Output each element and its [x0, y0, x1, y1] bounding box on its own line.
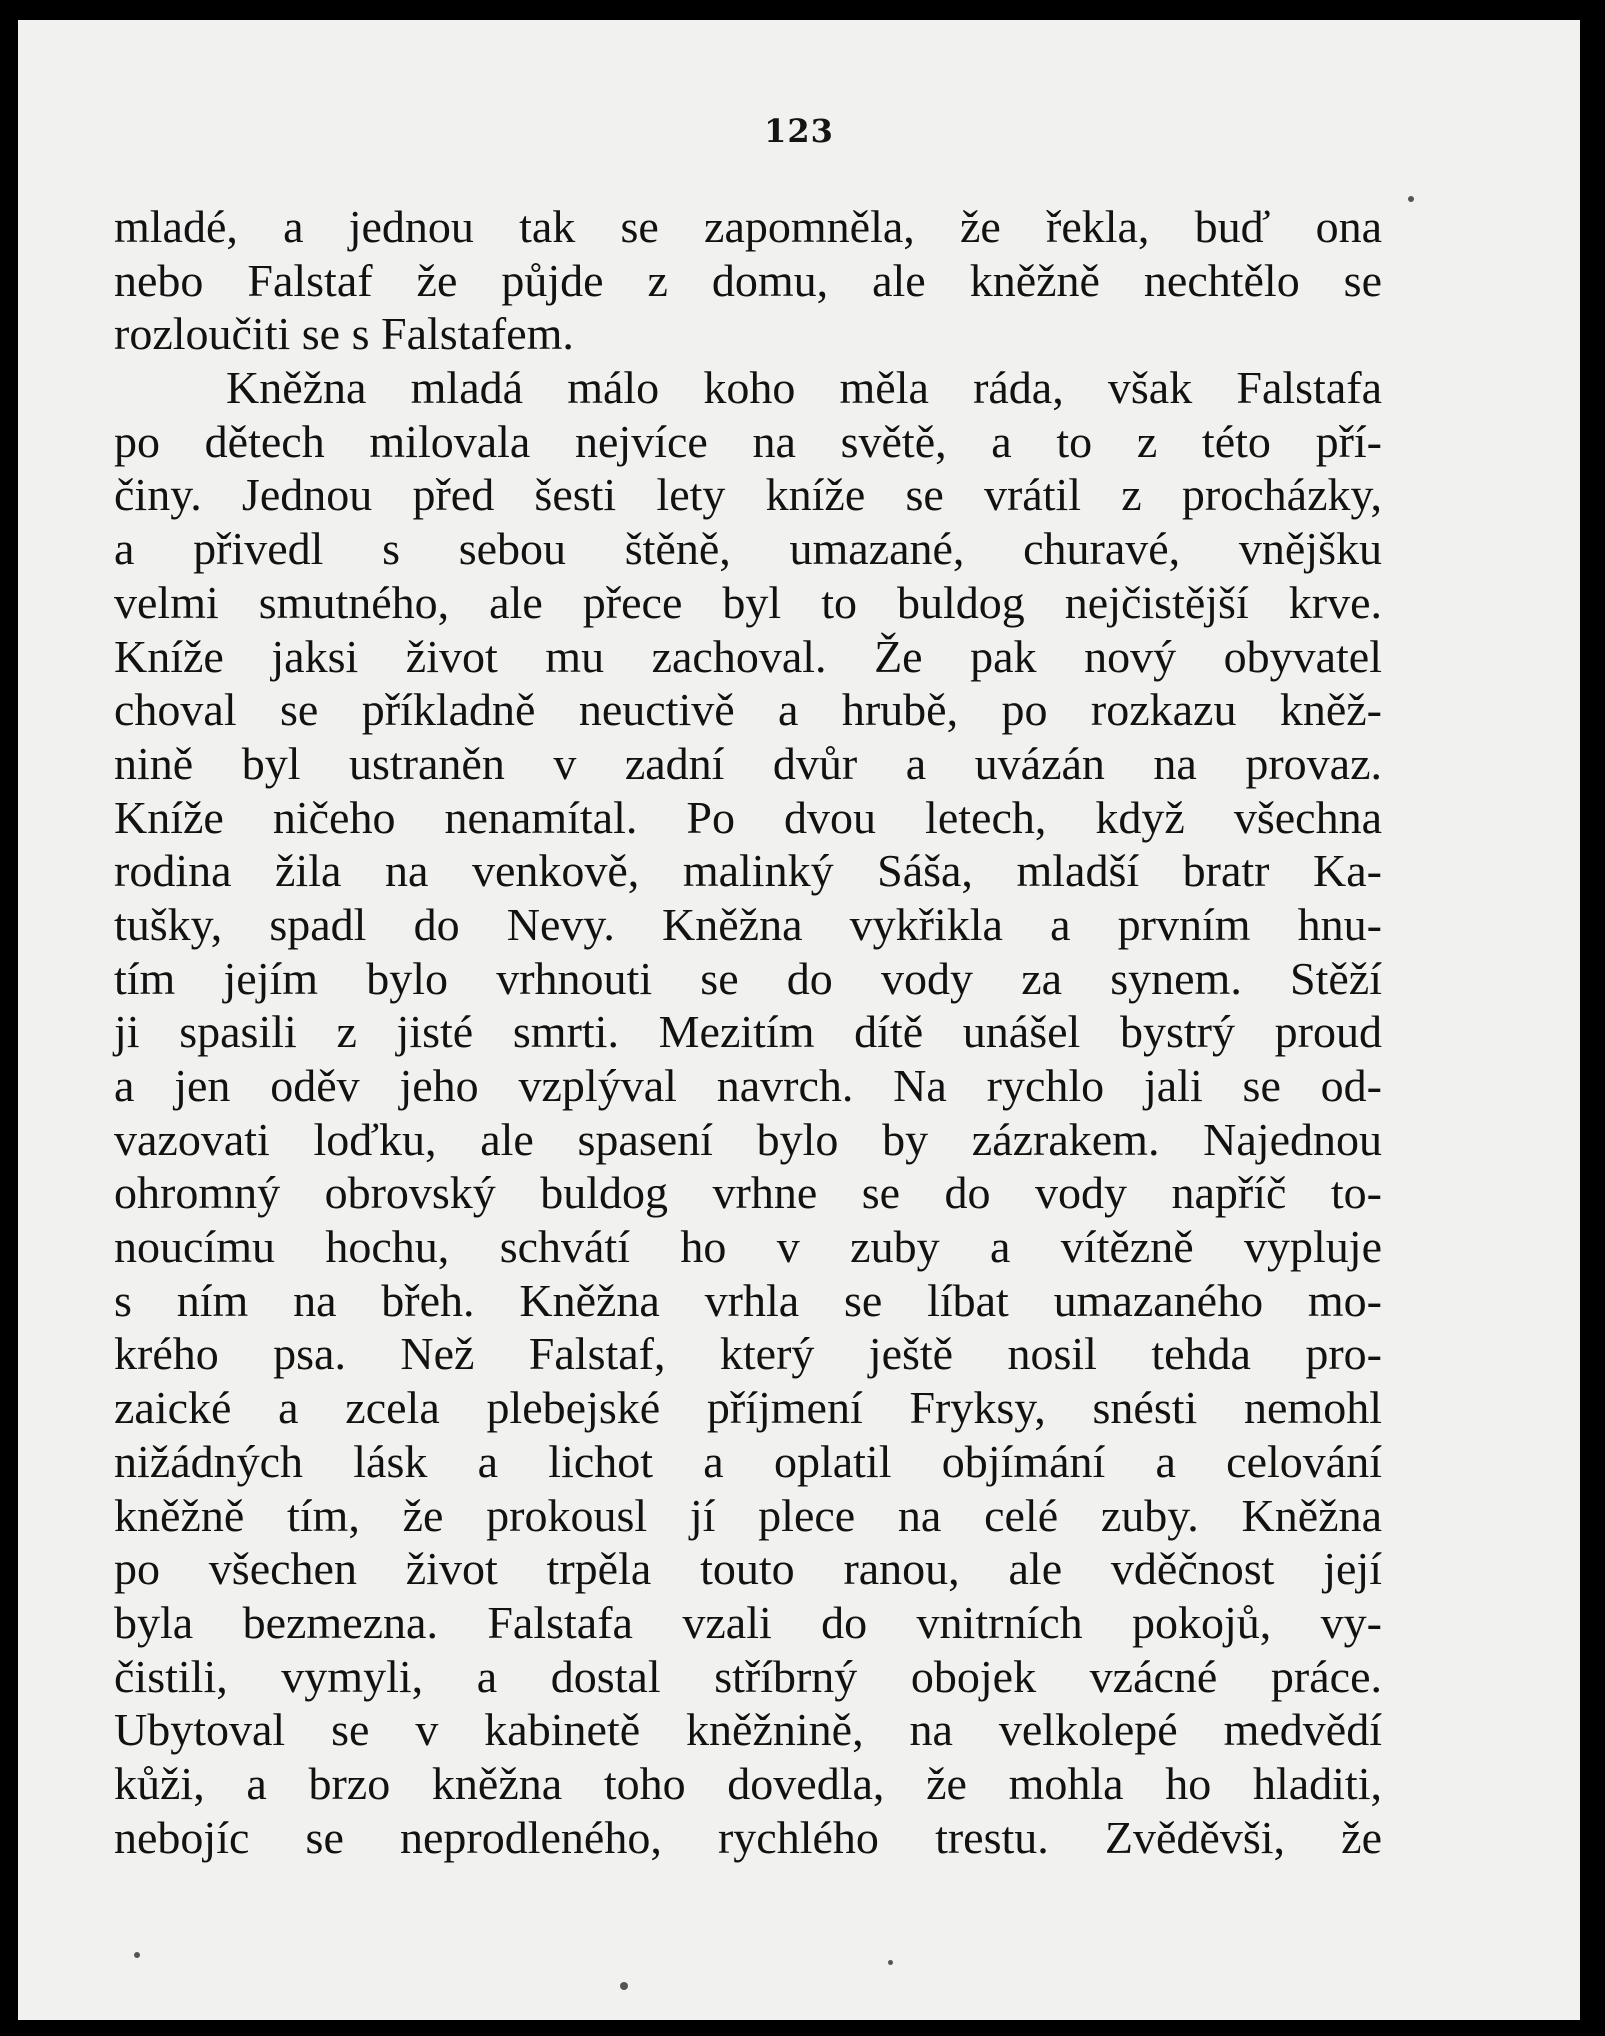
text-line: nině byl ustraněn v zadní dvůr a uvázán na provaz. — [114, 737, 1382, 789]
text-line: čistili, vymyli, a dostal stříbrný obojek vzácné práce. — [114, 1650, 1382, 1702]
text-line: s ním na břeh. Kněžna vrhla se líbat umazaného mo- — [114, 1274, 1382, 1326]
text-line: Kníže jaksi život mu zachoval. Že pak nový obyvatel — [114, 630, 1382, 682]
text-line: tím jejím bylo vrhnouti se do vody za synem. Stěží — [114, 952, 1382, 1004]
text-line: po dětech milovala nejvíce na světě, a to z této pří- — [114, 415, 1382, 467]
scan-speck — [888, 1960, 893, 1965]
text-line: nižádných lásk a lichot a oplatil objímání a celování — [114, 1435, 1382, 1487]
text-line: rozloučiti se s Falstafem. — [114, 308, 574, 360]
text-line: krého psa. Než Falstaf, který ještě nosil tehda pro- — [114, 1328, 1382, 1380]
text-line: choval se příkladně neuctivě a hrubě, po rozkazu kněž- — [114, 684, 1382, 736]
book-page — [18, 20, 1580, 2020]
text-line: zaické a zcela plebejské příjmení Fryksy, snésti nemohl — [114, 1382, 1382, 1434]
text-line: tušky, spadl do Nevy. Kněžna vykřikla a prvním hnu- — [114, 898, 1382, 950]
text-line: činy. Jednou před šesti lety kníže se vrátil z procházky, — [114, 469, 1382, 521]
text-line: a jen oděv jeho vzplýval navrch. Na rychlo jali se od- — [114, 1060, 1382, 1111]
text-line: Kněžna mladá málo koho měla ráda, však Falstafa — [226, 362, 1382, 414]
text-line: velmi smutného, ale přece byl to buldog nejčistější krve. — [114, 576, 1382, 628]
text-line: nebo Falstaf že půjde z domu, ale kněžně nechtělo se — [114, 254, 1382, 306]
text-line: Ubytoval se v kabinetě kněžnině, na velkolepé medvědí — [114, 1704, 1382, 1756]
text-line: ohromný obrovský buldog vrhne se do vody napříč to- — [114, 1167, 1382, 1219]
text-line: Kníže ničeho nenamítal. Po dvou letech, když všechna — [114, 791, 1382, 843]
text-line: kůži, a brzo kněžna toho dovedla, že mohla ho hladiti, — [114, 1757, 1382, 1809]
text-line: ji spasili z jisté smrti. Mezitím dítě unášel bystrý proud — [114, 1006, 1382, 1058]
scan-speck — [134, 1952, 140, 1958]
text-line: mladé, a jednou tak se zapomněla, že řekla, buď ona — [114, 201, 1382, 252]
text-line: vazovati loďku, ale spasení bylo by zázrakem. Najednou — [114, 1113, 1382, 1165]
page-number: 123 — [764, 112, 834, 150]
text-line: rodina žila na venkově, malinký Sáša, mladší bratr Ka- — [114, 845, 1382, 897]
body-text — [114, 200, 1382, 1864]
scan-speck — [1408, 196, 1414, 202]
text-line: byla bezmezna. Falstafa vzali do vnitrních pokojů, vy- — [114, 1596, 1382, 1648]
text-line: noucímu hochu, schvátí ho v zuby a vítězně vypluje — [114, 1221, 1382, 1273]
text-line: a přivedl s sebou štěně, umazané, churavé, vnějšku — [114, 523, 1382, 575]
text-line: kněžně tím, že prokousl jí plece na celé zuby. Kněžna — [114, 1489, 1382, 1541]
text-line: nebojíc se neprodleného, rychlého trestu. Zvěděvši, že — [114, 1811, 1382, 1863]
text-line: po všechen život trpěla touto ranou, ale vděčnost její — [114, 1543, 1382, 1595]
scan-speck — [620, 1982, 628, 1990]
